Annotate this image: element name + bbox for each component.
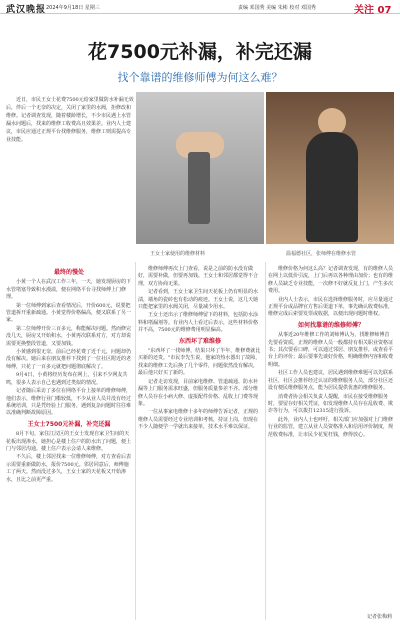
newspaper-name: 武汉晚报 — [6, 5, 47, 15]
middle-column — [138, 266, 262, 433]
body-paragraph: 第二位师傅开价三百多元，称能解决问题。然而修完没几天，厨房又开始积水，小黄再次联系对方，对方却说需要更换整段管道，又要加钱。 — [6, 325, 132, 347]
body-paragraph: 消费者协会相关负责人提醒，市民在接受维修服务时，要留存好相关凭证，如发现维修人员存在乱收费、欺诈等行为，可以拨打12315进行投诉。 — [268, 393, 394, 415]
person-body-shape — [306, 132, 358, 242]
body-paragraph: 记者随后采访了多位在网络平台上接单的维修师傅，他们表示，维修行业门槛较低，不少从业人员并没有经过系统培训，只是凭经验上门服务，遇到复杂问题时往往难以准确判断故障原因。 — [6, 388, 132, 417]
photo-repair-materials — [136, 92, 264, 244]
headline: 花7500元补漏，补完还漏 — [88, 41, 312, 63]
body-paragraph: 维修师傅再次上门查看，说是之前的防水没有做好，需要补做，但要再加钱。王女士和邻居都觉得不合理，双方协商无果。 — [138, 266, 259, 287]
masthead — [0, 0, 400, 14]
page-label: 关注 07 — [354, 5, 392, 16]
body-paragraph: 一位从事家电维修十多年的师傅告诉记者，正规的维修人员需要经过专业培训和考核，持证上岗，但现在不少人随便学一学就出来接单，技术水平难以保证。 — [138, 409, 259, 431]
body-paragraph: "东西坏了一找师傅，结果只坏了半年，维修费就比买新的还贵。"市民李先生说，他家的热水器出了故障，找来的维修工先后换了几个零件，问题依然没有解决，最后他只好买了新的。 — [138, 348, 261, 377]
body-paragraph: 此外，业内人士也呼吁，相关部门应加强对上门维修行业的监管，建立从业人员资格准入和信用评价制度，规范收费标准，让市民少花冤枉钱，修得放心。 — [268, 416, 394, 438]
body-paragraph: 第一位师傅到家后查看情况后，开价600元，说要把管道拆开重新疏通。小黄觉得价格偏高，便又联系了另一家。 — [6, 302, 132, 324]
photo-repairman — [266, 92, 394, 244]
column-divider — [135, 262, 136, 620]
body-paragraph: 维修价格为何这么高？记者调查发现，有的维修人员在网上以低价引流，上门后再以各种理由加价；也有的维修人员缺乏专业技能，一次修不好就反复上门，产生多次费用。 — [268, 266, 394, 295]
body-paragraph: 王女士还出示了维修师傅留下的材料，包括防水涂料和堵漏剂等。有业内人士看过后表示，这些材料价格并不高，7500元的维修费用明显偏高。 — [138, 312, 259, 334]
byline: 记者张梅莉 — [366, 614, 392, 620]
section-heading: 最终的慢处 — [53, 269, 84, 276]
right-column — [268, 266, 394, 440]
photo1-caption: 王女士家使用的维修材料 — [150, 251, 206, 257]
column-divider — [265, 262, 266, 620]
editor-credits: 责编 邓国秀 美编 朱彬 校对 邓国秀 — [238, 5, 316, 11]
lead-paragraph: 近日，市民王女士花费7500元给家里做防水补漏无效后，伴后一个无奈的决定，关闭了家里的水阀，拒修改和维修。记者调查发现，随着楼龄增长，不少市民遇上水管漏水问题后，找来的维修工收费高且效果差。业内人士建议，市民应通过正规平台找维修服务，维修工则需提高专业技能。 — [6, 97, 134, 143]
section-heading: 王女士7500元补漏，补完还漏 — [27, 420, 111, 428]
issue-date: 2024年9月18日 星期三 — [46, 5, 100, 11]
section-heading: 如何找靠谱的维修师傅？ — [297, 321, 364, 329]
body-paragraph: 社区工作人员也建议，居民遇到维修难题可以先联系社区，社区会推荐经过认证的维修服务人员，部分社区还设有便民维修服务点，能为居民提供优惠的维修服务。 — [268, 370, 394, 392]
body-paragraph: 记者走访发现，目前家电维修、管道疏通、防水补漏等上门服务需求旺盛，但服务质量参差不齐。部分维修人员存在小病大修、虚报配件价格、乱收上门费等现象。 — [138, 378, 259, 407]
body-paragraph: 不久后，楼上邻居找来一位维修师傅，对方查看后表示需要重新做防水，报价7500元。邻居同意后，师傅施工了两天。然而没过多久，王女士家的天花板又开始渗水，且比之前更严重。 — [6, 454, 132, 483]
lead-paragraph-box — [6, 96, 134, 248]
body-paragraph: 记者看到，王女士家卫生间天花板上仍有明显的水渍，墙角的瓷砖也有松动的痕迹。王女士说，这几天她只能把家里的水阀关闭，尽量减少用水。 — [138, 289, 259, 311]
section-heading: 东西坏了难维修 — [178, 337, 221, 345]
photo2-caption: 温福德社区，张师傅在维修水管 — [286, 251, 357, 257]
body-paragraph: 业内人士表示，市民在选择维修服务时，应尽量通过正规平台或品牌官方售后渠道下单，事先确认收费标准，维修完成后索要发票或收据，以便出现问题时维权。 — [268, 296, 394, 318]
body-paragraph: 小黄一个人在武汉工作三年，一天，她发现厨房的下水管堵塞导致积水漫溢，便在网络平台寻找师傅上门修理。 — [6, 279, 132, 301]
body-paragraph: 小黄感到很无奈，前后已经花费了近千元，问题却仍没有解决。她后来在朋友推荐下找到了一位社区附近的老师傅，只花了一百多元就把问题彻底解决了。 — [6, 349, 132, 370]
body-paragraph: 9月4日，小黄将经历发布在网上，引来不少网友共鸣，很多人表示自己也遇到过类似的情况。 — [6, 372, 128, 386]
left-column — [6, 266, 132, 485]
body-paragraph: 从事近20年维修工作的刘师傅认为，找维修师傅首先要看资质，正规的维修人员一般都持有相关职业资格证书；其次要看口碑，可以通过邻居、朋友推荐，或查看平台上的评价；最后要事先谈好价格，明确维修内容和收费明细。 — [268, 332, 394, 368]
subheadline: 找个靠谱的维修师傅为何这么难？ — [117, 71, 283, 84]
body-paragraph: 8月下旬，家住江汉区的王女士发现自家卫生间的天花板出现渗水，她担心是楼上住户的防水出了问题，便上门与邻居沟通。楼上住户表示会请人来维修。 — [6, 431, 132, 452]
pipe-shape — [188, 152, 210, 224]
